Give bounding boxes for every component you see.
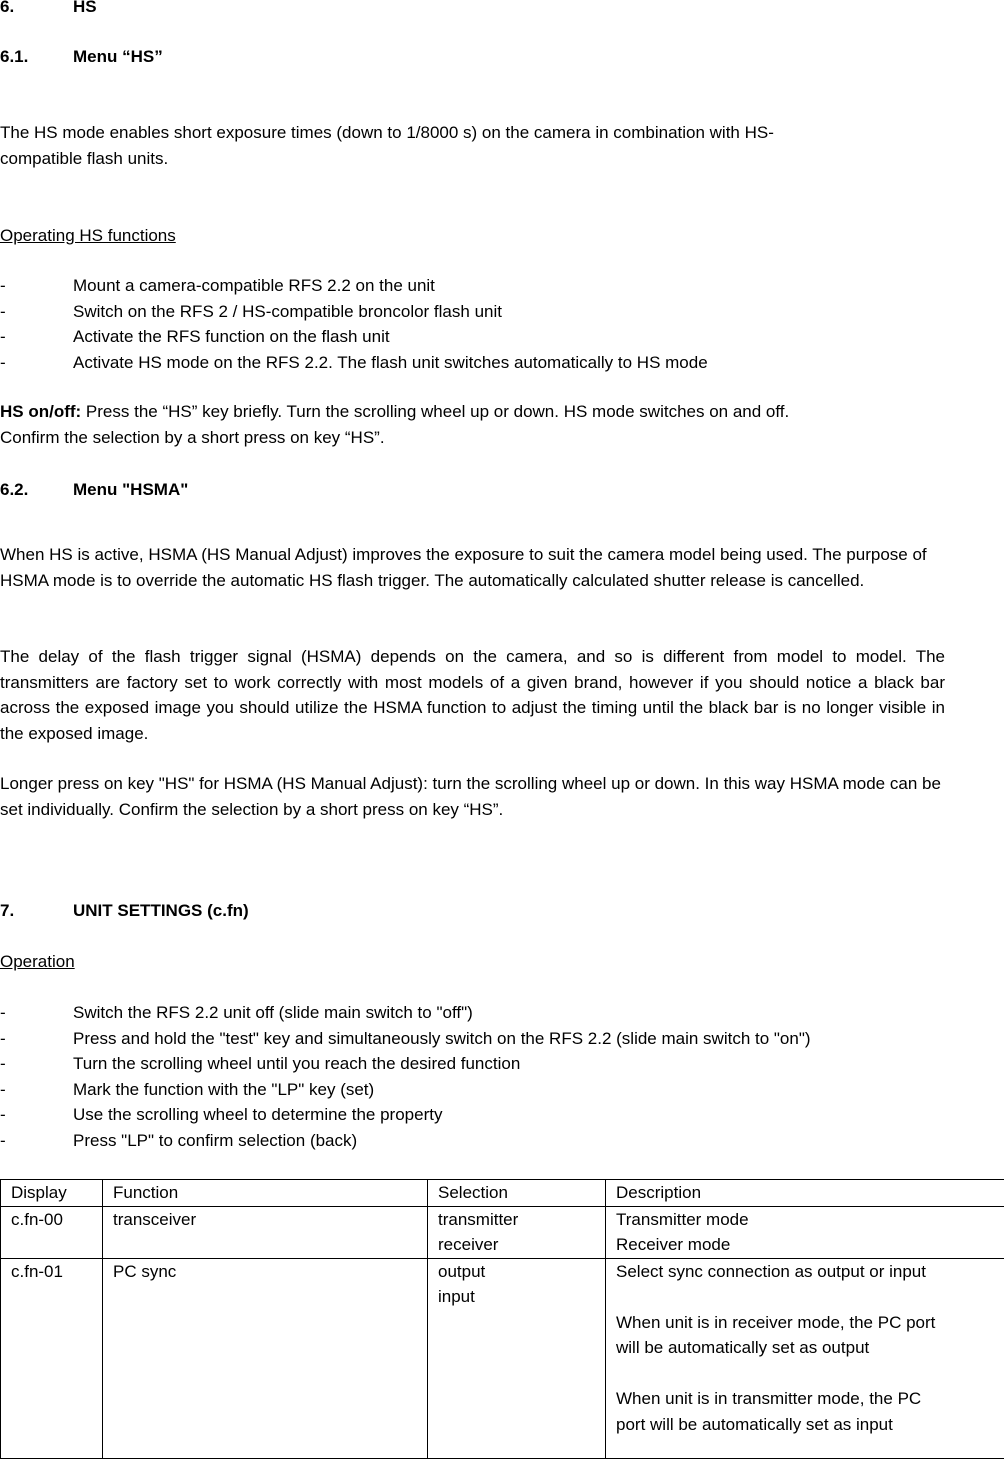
section-title: UNIT SETTINGS (c.fn)	[73, 901, 249, 920]
section-title: Menu “HS”	[73, 47, 163, 66]
section-title: HS	[73, 0, 97, 16]
section-7-heading	[0, 898, 249, 924]
cell-function: transceiver	[103, 1206, 428, 1258]
list-item: - Press "LP" to confirm selection (back)	[0, 1128, 1004, 1154]
section-6-2-heading	[0, 477, 188, 503]
cell-display: c.fn-01	[1, 1258, 103, 1458]
hs-onoff-paragraph-line-2: Confirm the selection by a short press on key “HS”.	[0, 425, 385, 451]
hs-onoff-label: HS on/off:	[0, 402, 81, 421]
cell-function: PC sync	[103, 1258, 428, 1458]
list-item: - Activate the RFS function on the flash unit	[0, 324, 1004, 350]
hs-intro-line-1: The HS mode enables short exposure times (down to 1/8000 s) on the camera in combination with HS-	[0, 120, 774, 146]
list-item: - Switch on the RFS 2 / HS-compatible broncolor flash unit	[0, 299, 1004, 325]
list-item: - Turn the scrolling wheel until you reach the desired function	[0, 1051, 1004, 1077]
header-display: Display	[1, 1180, 103, 1207]
operation-list	[0, 1000, 1004, 1153]
list-item: - Activate HS mode on the RFS 2.2. The flash unit switches automatically to HS mode	[0, 350, 1004, 376]
list-item: - Press and hold the "test" key and simultaneously switch on the RFS 2.2 (slide main switch to "on")	[0, 1026, 1004, 1052]
list-item: - Use the scrolling wheel to determine the property	[0, 1102, 1004, 1128]
section-number: 6.2.	[0, 477, 73, 503]
table-row	[1, 1206, 1004, 1258]
operating-hs-list	[0, 273, 1004, 375]
cell-display: c.fn-00	[1, 1206, 103, 1258]
section-6-heading	[0, 0, 97, 20]
cell-selection: transmitter receiver	[428, 1206, 606, 1258]
operation-heading: Operation	[0, 949, 75, 975]
section-6-1-heading	[0, 44, 163, 70]
section-number: 6.1.	[0, 44, 73, 70]
table-row	[1, 1258, 1004, 1458]
hsma-paragraph-3: Longer press on key "HS" for HSMA (HS Manual Adjust): turn the scrolling wheel up or down. In this way HSMA mode can be set individually. Confirm the selection by a short press on key “HS”.	[0, 771, 945, 822]
header-selection: Selection	[428, 1180, 606, 1207]
operating-hs-heading: Operating HS functions	[0, 223, 176, 249]
cell-description: Transmitter mode Receiver mode	[606, 1206, 1004, 1258]
header-description: Description	[606, 1180, 1004, 1207]
hsma-paragraph-1: When HS is active, HSMA (HS Manual Adjust) improves the exposure to suit the camera model being used. The purpose of HSMA mode is to override the automatic HS flash trigger. The automatically calculated shutter release is cancelled.	[0, 542, 945, 593]
cfn-settings-table	[0, 1179, 1004, 1459]
list-item: - Mount a camera-compatible RFS 2.2 on the unit	[0, 273, 1004, 299]
cell-description: Select sync connection as output or input When unit is in receiver mode, the PC port will be automatically set as output When unit is in transmitter mode, the PC port will be automatically set as input	[606, 1258, 1004, 1458]
section-title: Menu "HSMA"	[73, 480, 188, 499]
list-item: - Switch the RFS 2.2 unit off (slide main switch to "off")	[0, 1000, 1004, 1026]
table-header-row	[1, 1180, 1004, 1207]
cell-selection: output input	[428, 1258, 606, 1458]
hs-onoff-paragraph-line-1: HS on/off: Press the “HS” key briefly. Turn the scrolling wheel up or down. HS mode switches on and off.	[0, 399, 789, 425]
section-number: 6.	[0, 0, 73, 20]
section-number: 7.	[0, 898, 73, 924]
header-function: Function	[103, 1180, 428, 1207]
list-item: - Mark the function with the "LP" key (set)	[0, 1077, 1004, 1103]
hs-intro-line-2: compatible flash units.	[0, 146, 168, 172]
hsma-paragraph-2: The delay of the flash trigger signal (HSMA) depends on the camera, and so is different from model to model. The transmitters are factory set to work correctly with most models of a given brand, however if you should notice a black bar across the exposed image you should utilize the HSMA function to adjust the timing until the black bar is no longer visible in the exposed image.	[0, 644, 945, 746]
